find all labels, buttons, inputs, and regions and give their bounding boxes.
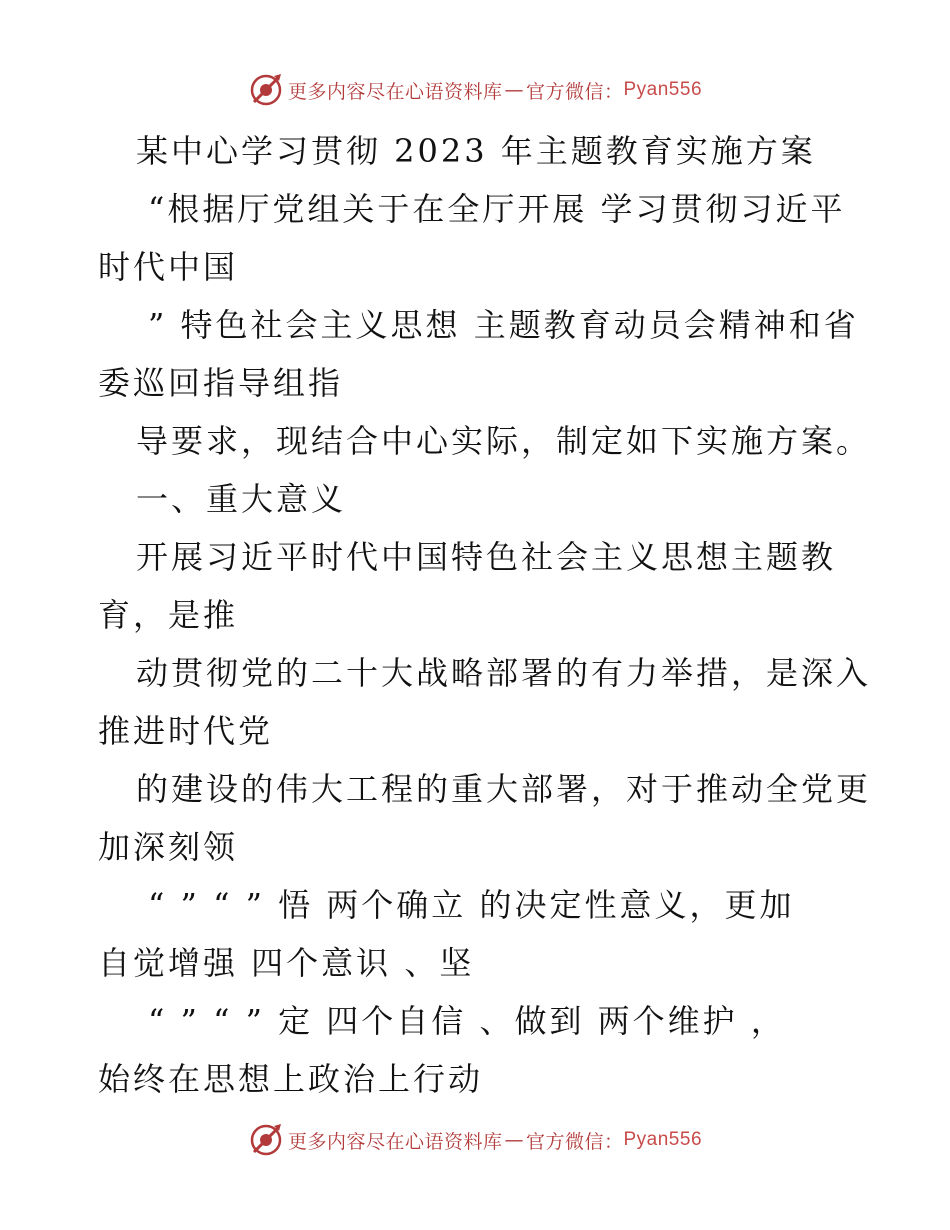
document-body [98,122,872,1108]
banner-text: 更多内容尽在心语资料库 [287,1130,503,1153]
footer-watermark-banner [0,1120,950,1160]
text-line: 开展习近平时代中国特色社会主义思想主题教 [136,538,837,576]
brand-logo-icon [248,72,284,108]
text-line: “ ” “ ” 悟 两个确立 的决定性意义，更加 [148,886,795,924]
header-watermark-banner [0,70,950,110]
banner-separator: — [504,79,524,101]
section-heading: 一、重大意义 [136,480,347,518]
banner-wechat-label: 官方微信： [525,80,624,103]
banner-wechat-id: Pyan556 [623,1129,703,1150]
text-line: 育，是推 [98,596,239,634]
banner-text: 更多内容尽在心语资料库 [287,80,503,103]
text-line: 自觉增强 四个意识 、坚 [98,944,475,982]
text-line: 加深刻领 [98,828,239,866]
text-line: “根据厅党组关于在全厅开展 学习贯彻习近平 [148,190,846,228]
text-line: 始终在思想上政治上行动 [98,1060,484,1098]
text-line: 的建设的伟大工程的重大部署，对于推动全党更 [136,770,872,808]
document-title: 某中心学习贯彻 2023 年主题教育实施方案 [136,132,816,170]
text-line: 导要求，现结合中心实际，制定如下实施方案。 [136,422,872,460]
banner-wechat-label: 官方微信： [525,1130,624,1153]
text-line: ” 特色社会主义思想 主题教育动员会精神和省 [148,306,859,344]
text-line: “ ” “ ” 定 四个自信 、做到 两个维护 ， [148,1002,786,1040]
text-line: 委巡回指导组指 [98,364,344,402]
text-line: 时代中国 [98,248,239,286]
brand-logo-icon [248,1122,284,1158]
text-line: 动贯彻党的二十大战略部署的有力举措，是深入 [136,654,872,692]
banner-wechat-id: Pyan556 [623,79,703,100]
text-line: 推进时代党 [98,712,274,750]
banner-separator: — [504,1129,524,1151]
